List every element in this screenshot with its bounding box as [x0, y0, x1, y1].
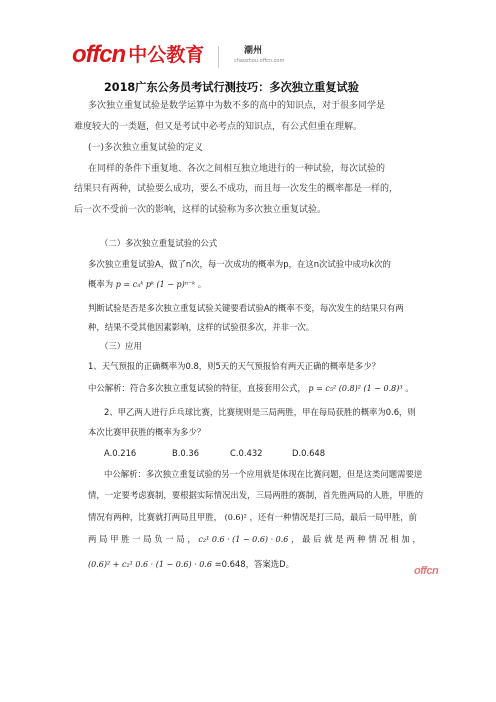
answer-1-suffix: 。: [405, 383, 414, 393]
formula-line-2: [88, 277, 206, 292]
answer-2-line-4: [88, 532, 421, 547]
option-b: B.0.36: [172, 448, 200, 458]
answer-1: [88, 381, 414, 396]
section-3-heading: （三）应用: [100, 341, 142, 351]
formula-line-1: 多次独立重复试验A，做了n次，每一次成功的概率为p，在这n次试验中成功k次的: [88, 259, 391, 269]
section-2-heading: （二）多次独立重复试验的公式: [100, 238, 218, 248]
option-d: D.0.648: [292, 448, 326, 458]
answer-2-final-formula: (0.6)² + c₂¹ 0.6 · (1 − 0.6) · 0.6: [88, 560, 212, 569]
answer-2-line-4-text: 两 局 甲 胜 一 局 负 一 局 ，: [88, 534, 196, 544]
intro-line-2: 难度较大的一类题，但又是考试中必考点的知识点，有公式但重在理解。: [74, 122, 363, 132]
header-divider: [218, 46, 219, 68]
judge-line-2: 种，结果不受其他因素影响，这样的试验很多次，并非一次。: [88, 322, 315, 332]
definition-line-1: 在同样的条件下重复地、各次之间相互独立地进行的一种试验，每次试验的: [88, 164, 386, 174]
question-1: 1、天气预报的正确概率为0.8，则5天的天气预报恰有两天正确的概率是多少？: [88, 361, 380, 371]
offcn-watermark-stamp: offcn: [414, 565, 439, 577]
answer-2-line-5: [88, 557, 294, 572]
option-a: A.0.216: [104, 448, 137, 458]
judge-line-1: 判断试验是否是多次独立重复试验关键要看试验A的概率不变，每次发生的结果只有两: [88, 303, 404, 313]
header-site-url: chaozhou.offcn.com: [234, 58, 285, 64]
logo-chinese: 中公教育: [128, 44, 205, 66]
answer-2-line-3: [88, 510, 417, 525]
answer-1-text: 中公解析：符合多次独立重复试验的特征，直接套用公式，: [88, 383, 306, 393]
logo-latin: offcn: [72, 41, 126, 68]
intro-line-1: 多次独立重复试验是数学运算中为数不多的高中的知识点，对于很多同学是: [88, 101, 386, 111]
offcn-logo: [72, 42, 204, 68]
section-1-heading: (一)多次独立重复试验的定义: [88, 143, 204, 153]
definition-line-3: 后一次不受前一次的影响，这样的试验称为多次独立重复试验。: [74, 205, 327, 215]
formula-suffix: 。: [197, 279, 207, 289]
answer-2-line-1: 中公解析：多次独立重复试验的另一个应用就是体现在比赛问题，但是这类问题需要逆: [104, 469, 423, 479]
probability-formula: p = cₙᵏ pᵏ (1 − p)ⁿ⁻ᵏ: [115, 280, 196, 289]
answer-2-line-3-suffix: ，还有一种情况是打三局，最后一局甲胜，前: [249, 512, 418, 522]
definition-line-2: 结果只有两种，试验要么成功，要么不成功，而且每一次发生的概率都是一样的，: [74, 184, 399, 194]
page-title: 2018广东公务员考试行测技巧：多次独立重复试验: [104, 81, 359, 94]
answer-2-line-3-formula: (0.6)²: [224, 513, 247, 522]
answer-2-line-4-suffix: ， 最 后 就 是 两 种 情 况 相 加 ，: [291, 534, 421, 544]
formula-prefix: 概率为: [88, 279, 114, 289]
question-2-line-2: 本次比赛甲获胜的概率为多少？: [88, 427, 206, 437]
answer-2-line-3-text: 情况有两种，比赛就打两局且甲胜，: [88, 512, 222, 522]
answer-2-line-4-formula: c₂¹ 0.6 · (1 − 0.6) · 0.6: [198, 535, 289, 544]
answer-2-line-2: 情，一定要考虑赛制，要根据实际情况出发，三局两胜的赛制，首先胜两局的人胜，甲胜的: [88, 490, 423, 500]
option-c: C.0.432: [230, 448, 263, 458]
answer-1-formula: p = c₅² (0.8)² (1 − 0.8)³: [308, 384, 403, 393]
answer-2-final-text: =0.648，答案选D。: [214, 559, 294, 569]
header-city: 潮州: [244, 46, 263, 56]
question-2-line-1: 2、甲乙两人进行乒乓球比赛，比赛规则是三局两胜，甲在每局获胜的概率为0.6，则: [104, 407, 416, 417]
